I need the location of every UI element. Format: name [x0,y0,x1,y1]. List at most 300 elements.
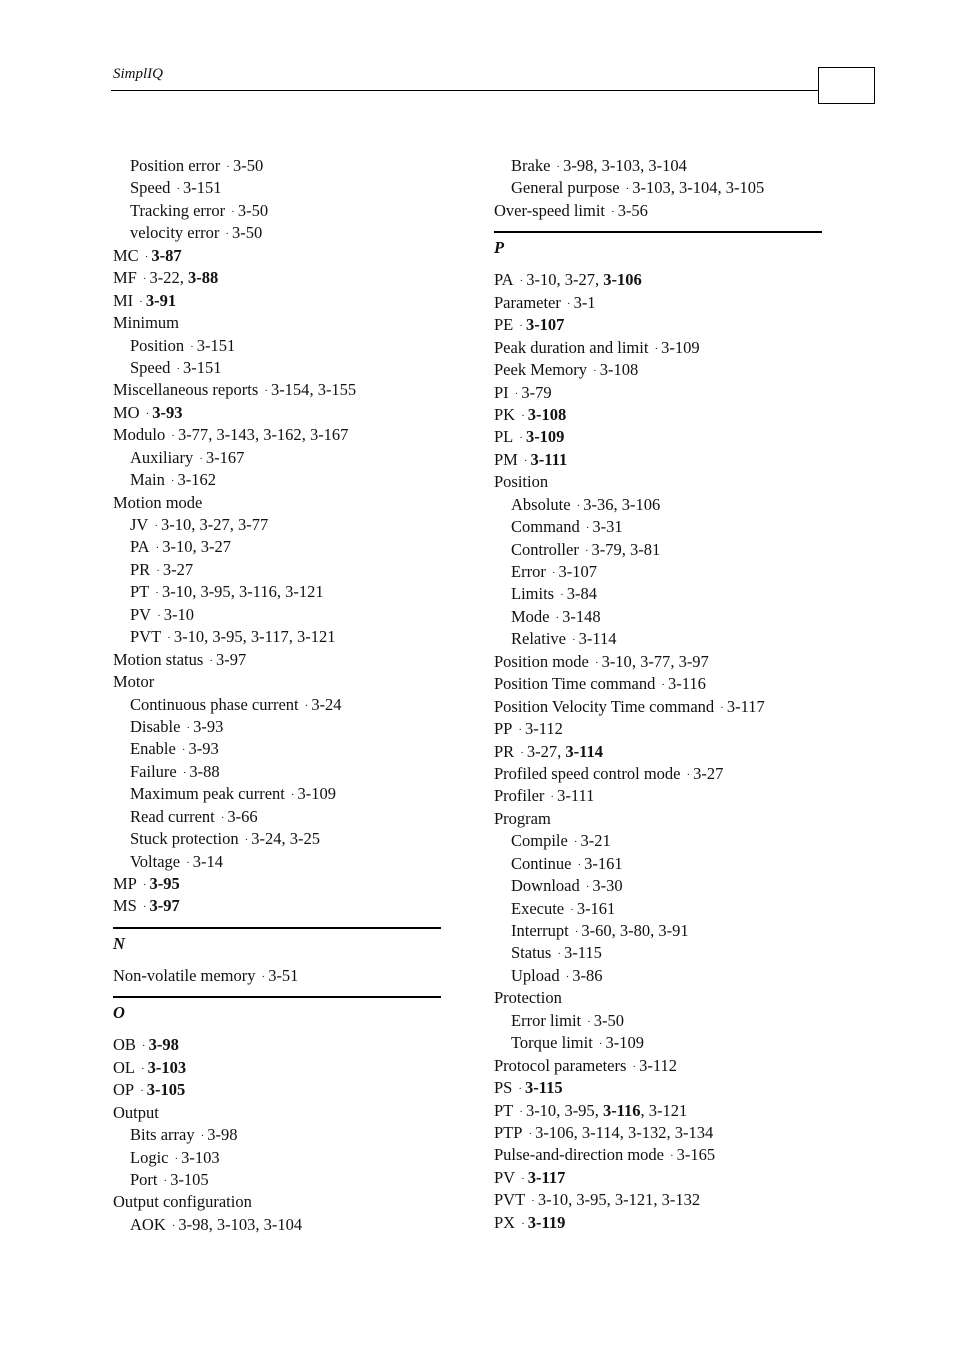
page-reference[interactable]: 3-27 [162,559,194,579]
index-subentry [494,516,822,538]
index-subentry [113,177,441,199]
index-term: Brake [511,156,551,175]
page-reference[interactable]: 3-106 [621,494,661,514]
separator-dot: · [632,1060,637,1073]
page-reference[interactable]: 3-108 [599,360,639,380]
index-term: Voltage [130,851,181,871]
index-subentry [494,583,822,605]
page-reference[interactable]: 3-132 [661,1190,701,1210]
page-reference[interactable]: 3-24 [311,694,342,714]
separator-dot: · [199,452,203,465]
page-reference[interactable]: 3-115 [525,1078,563,1098]
index-subentry: General purpose · 3-103, 3-104, 3-105 [511,178,765,198]
index-entry [494,449,822,471]
page-reference[interactable]: 3-27 [526,741,558,761]
separator-dot: · [174,1152,179,1165]
separator-dot: · [585,522,590,535]
page-reference[interactable]: 3-10 [161,515,192,534]
page-reference[interactable]: 3-107 [525,315,565,335]
page-reference[interactable]: 3-115 [564,943,602,963]
separator-dot: · [654,342,659,355]
separator-dot: · [670,1150,674,1163]
header-rule [111,90,819,91]
page-reference[interactable]: 3-117 [527,1167,566,1187]
separator-dot: · [551,567,556,579]
page-reference[interactable]: 3-105 [725,178,765,198]
index-term: Read current [130,806,215,826]
index-entry [494,471,822,493]
separator-dot: · [573,836,578,849]
index-term: Mode [511,606,550,626]
page-reference[interactable]: 3-162 [263,425,302,445]
index-subentry [113,604,441,626]
index-entry [113,965,441,987]
page-reference[interactable]: 3-66 [227,806,258,826]
page-reference[interactable]: 3-134 [674,1122,714,1142]
index-term: Enable [130,739,176,759]
page-reference[interactable]: 3-111 [530,449,568,469]
index-subentry [494,628,822,650]
page-reference[interactable]: 3-93 [193,716,224,736]
index-term: PR [130,559,151,579]
page-reference[interactable]: 3-27 [200,537,231,557]
index-entry [494,1212,822,1234]
separator-dot: · [264,385,268,398]
index-entry [113,492,441,514]
index-term: Relative [511,629,566,649]
page-reference[interactable]: 3-103 [601,156,641,175]
index-term: Limits [511,584,555,604]
page-reference[interactable]: 3-91 [658,921,689,940]
separator-dot: · [577,858,582,871]
index-term: Error limit [511,1010,582,1030]
index-subentry [113,694,441,716]
index-term: PT [130,582,150,602]
page-reference[interactable]: 3-21 [580,831,611,851]
page-reference[interactable]: 3-119 [527,1212,566,1232]
separator-dot: · [550,791,555,804]
index-subentry [113,851,441,873]
page-reference[interactable]: 3-162 [177,470,217,490]
index-subentry [113,738,441,760]
separator-dot: · [519,275,524,288]
separator-dot: · [171,1219,176,1232]
page-reference[interactable]: 3-36 [583,494,614,514]
page-reference[interactable]: 3-10 [162,537,193,557]
index-subentry [113,1169,441,1191]
index-term: Profiled speed control mode [494,763,681,783]
index-term: PP [494,719,513,739]
page-reference[interactable]: 3-117 [726,696,765,716]
page-reference[interactable]: 3-109 [297,784,337,804]
index-subentry [113,761,441,783]
page-reference[interactable]: 3-112 [639,1055,677,1075]
page-reference[interactable]: 3-80 [619,921,651,940]
index-term: Position mode [494,651,589,671]
page-reference[interactable]: 3-167 [205,447,245,467]
index-entry [113,1102,441,1124]
page-reference[interactable]: 3-79 [521,382,552,402]
separator-dot: · [520,746,524,759]
separator-dot: · [523,454,528,467]
page-reference[interactable]: 3-116 [602,1100,641,1120]
separator-dot: · [625,183,630,196]
index-term: PS [494,1078,513,1098]
index-subentry [113,447,441,469]
separator-dot: · [167,632,171,645]
separator-dot: · [176,183,180,196]
page-reference[interactable]: 3-116 [668,674,706,694]
page-reference[interactable]: 3-1 [573,292,596,312]
separator-dot: · [555,611,560,624]
index-subentry [494,561,822,583]
index-term: Protection [494,988,562,1008]
index-subentry [494,942,822,964]
index-entry [113,649,441,671]
separator-dot: · [304,699,309,712]
page-reference[interactable]: 3-95 [576,1190,607,1210]
page-reference[interactable]: 3-95 [212,627,243,647]
page-reference[interactable]: 3-79 [591,539,622,559]
index-entry: PR · 3-27, 3-114 [494,741,603,761]
page-reference[interactable]: 3-111 [557,786,595,806]
index-term: Stuck protection [130,829,239,849]
index-term: Execute [511,898,565,918]
index-term: Peek Memory [494,360,588,380]
index-term: AOK [130,1214,166,1234]
page-reference[interactable]: 3-95 [200,582,231,602]
page-reference[interactable]: 3-104 [679,178,718,198]
page-reference[interactable]: 3-10 [601,651,632,671]
page-reference[interactable]: 3-27 [564,270,595,290]
page-reference[interactable]: 3-10 [163,604,195,624]
page-reference[interactable]: 3-104 [648,156,687,175]
page-reference[interactable]: 3-24 [251,829,282,849]
page-reference[interactable]: 3-103 [147,1057,187,1077]
separator-dot: · [231,205,235,218]
separator-dot: · [261,970,266,983]
separator-dot: · [144,250,149,263]
separator-dot: · [141,1040,146,1053]
index-term: Interrupt [511,921,569,940]
page-reference[interactable]: 3-151 [183,178,222,198]
page-reference[interactable]: 3-50 [232,156,264,175]
separator-dot: · [574,926,579,938]
page-reference[interactable]: 3-109 [525,427,565,447]
page-reference[interactable]: 3-93 [152,402,183,422]
separator-dot: · [186,721,191,734]
index-subentry [113,716,441,738]
separator-dot: · [571,634,576,647]
page-reference[interactable]: 3-98 [563,156,594,175]
index-subentry: AOK · 3-98, 3-103, 3-104 [130,1214,303,1234]
index-term: PM [494,449,518,469]
page-reference[interactable]: 3-30 [592,876,623,896]
index-column-left [113,155,441,1236]
page-reference[interactable]: 3-88 [189,761,220,781]
index-term: Main [130,470,165,490]
page-reference[interactable]: 3-106 [535,1122,574,1142]
page-reference[interactable]: 3-27 [693,763,724,783]
index-entry [113,671,441,693]
page-reference[interactable]: 3-25 [289,829,321,849]
index-entry [494,1055,822,1077]
page-reference[interactable]: 3-56 [617,200,648,220]
page-reference[interactable]: 3-77 [177,425,209,445]
index-term: PR [494,741,515,761]
page-reference[interactable]: 3-103 [632,178,671,198]
page-reference[interactable]: 3-114 [565,741,603,761]
index-subentry [494,853,822,875]
section-letter: O [113,1003,125,1023]
index-term: Controller [511,539,579,559]
index-term: Motor [113,672,155,692]
index-subentry: Stuck protection · 3-24, 3-25 [130,829,321,849]
page-reference[interactable]: 3-161 [576,898,616,918]
separator-dot: · [519,432,523,445]
page-reference[interactable]: 3-97 [149,896,180,916]
page-reference[interactable]: 3-77 [640,651,671,671]
section-letter: N [113,933,125,953]
page-reference[interactable]: 3-98 [148,1035,179,1055]
page-reference[interactable]: 3-97 [678,651,709,671]
index-term: Command [511,517,580,537]
section-letter: P [494,238,505,258]
page-reference[interactable]: 3-154 [270,380,310,400]
index-subentry: PT · 3-10, 3-95, 3-116, 3-121 [130,582,324,602]
index-entry [494,696,822,718]
index-entry [494,292,822,314]
page-reference[interactable]: 3-84 [566,584,598,604]
index-term: Download [511,876,580,896]
page-reference[interactable]: 3-10 [161,582,193,602]
separator-dot: · [181,744,186,757]
page-reference[interactable]: 3-109 [661,337,700,357]
page-reference[interactable]: 3-10 [526,270,557,290]
separator-dot: · [594,656,599,669]
separator-dot: · [521,1217,525,1230]
separator-dot: · [141,1062,145,1075]
separator-dot: · [686,768,691,781]
index-entry: Position mode · 3-10, 3-77, 3-97 [494,651,709,671]
page-reference[interactable]: 3-105 [146,1080,186,1100]
index-subentry [494,1032,822,1054]
index-entry: MF · 3-22, 3-88 [113,268,219,288]
page-reference[interactable]: 3-121 [614,1190,654,1210]
index-entry [494,1167,822,1189]
page-reference[interactable]: 3-87 [151,245,182,265]
page-reference[interactable]: 3-60 [581,921,612,940]
page-reference[interactable]: 3-132 [628,1122,667,1142]
index-term: PK [494,404,516,424]
separator-dot: · [557,948,562,961]
page-reference[interactable]: 3-95 [149,874,180,893]
separator-dot: · [225,228,230,241]
page-reference[interactable]: 3-112 [525,719,563,739]
page-reference[interactable]: 3-51 [268,965,299,985]
index-entry [494,359,822,381]
page-reference[interactable]: 3-50 [232,223,263,243]
index-term: Upload [511,965,560,985]
page-reference[interactable]: 3-151 [183,357,222,377]
page-number-box [818,67,875,104]
separator-dot: · [244,834,249,847]
index-term: PTP [494,1122,523,1142]
page-reference[interactable]: 3-22 [149,268,180,288]
index-entry [494,763,822,785]
index-subentry: JV · 3-10, 3-27, 3-77 [130,515,269,534]
index-term: Program [494,808,551,828]
index-subentry: PVT · 3-10, 3-95, 3-117, 3-121 [130,627,336,647]
page-reference[interactable]: 3-103 [181,1147,220,1167]
page-reference[interactable]: 3-50 [237,200,269,220]
separator-dot: · [176,362,180,375]
separator-dot: · [145,407,150,420]
page-reference[interactable]: 3-155 [317,380,357,400]
index-subentry: PA · 3-10, 3-27 [130,537,231,557]
index-term: Position Time command [494,674,656,694]
index-entry: PTP · 3-106, 3-114, 3-132, 3-134 [494,1122,714,1142]
separator-dot: · [170,475,175,488]
page-reference[interactable]: 3-31 [592,517,623,537]
page-reference[interactable]: 3-167 [309,425,349,445]
index-term: PV [130,604,152,624]
page-reference[interactable]: 3-117 [250,627,289,647]
separator-dot: · [661,679,666,692]
page-reference[interactable]: 3-14 [192,851,224,871]
index-term: Parameter [494,292,561,312]
index-term: Minimum [113,313,180,333]
page-reference[interactable]: 3-77 [238,515,269,534]
separator-dot: · [163,1174,168,1187]
page-reference[interactable]: 3-151 [196,335,236,355]
page-reference[interactable]: 3-121 [285,582,324,602]
separator-dot: · [171,430,175,443]
separator-dot: · [226,161,230,173]
separator-dot: · [519,1105,523,1118]
page-reference[interactable]: 3-107 [558,562,597,581]
index-entry [494,785,822,807]
index-entry [113,312,441,334]
page-reference[interactable]: 3-81 [630,539,661,559]
page-reference[interactable]: 3-105 [170,1169,209,1189]
index-term: Over-speed limit [494,200,606,220]
index-entry: PT · 3-10, 3-95, 3-116, 3-121 [494,1100,688,1120]
page-reference[interactable]: 3-98 [207,1125,238,1145]
section-divider [113,927,441,955]
page-reference[interactable]: 3-103 [216,1214,256,1234]
page-reference[interactable]: 3-10 [537,1190,569,1210]
index-term: OP [113,1080,135,1100]
separator-dot: · [155,587,159,600]
index-term: Miscellaneous reports [113,380,259,400]
page-reference[interactable]: 3-50 [593,1010,625,1030]
separator-dot: · [142,879,147,891]
index-term: Position [494,472,549,492]
separator-dot: · [220,811,225,824]
page-reference[interactable]: 3-165 [676,1145,716,1165]
index-term: Position [130,335,185,355]
page-reference[interactable]: 3-93 [188,739,219,759]
separator-dot: · [518,1083,523,1096]
index-term: OL [113,1057,135,1077]
index-term: MI [113,290,134,310]
separator-dot: · [598,1038,603,1051]
page-reference[interactable]: 3-114 [578,629,617,649]
page-reference[interactable]: 3-143 [216,425,255,445]
page-reference[interactable]: 3-86 [572,965,603,985]
index-term: Output configuration [113,1192,252,1212]
index-term: MF [113,268,137,288]
index-subentry [113,200,441,222]
page-reference[interactable]: 3-91 [145,290,177,310]
separator-dot: · [593,365,597,378]
separator-dot: · [611,205,615,218]
page-reference[interactable]: 3-95 [564,1100,595,1120]
page-reference[interactable]: 3-109 [605,1033,644,1053]
page-reference[interactable]: 3-88 [188,268,219,288]
index-term: Torque limit [511,1033,593,1053]
index-term: PA [494,270,514,290]
index-entry [494,673,822,695]
index-term: Bits array [130,1125,195,1145]
separator-dot: · [140,1085,144,1098]
page-reference[interactable]: 3-10 [525,1100,557,1120]
page-reference[interactable]: 3-104 [263,1214,303,1234]
index-entry [113,895,441,917]
index-subentry [113,806,441,828]
page-reference[interactable]: 3-148 [562,606,601,626]
page-reference[interactable]: 3-161 [584,853,623,873]
page-reference[interactable]: 3-108 [527,404,567,424]
index-subentry [113,155,441,177]
section-divider [494,231,822,259]
index-subentry [494,898,822,920]
index-term: Port [130,1169,158,1189]
page-reference[interactable]: 3-116 [238,582,277,602]
index-term: Continuous phase current [130,694,299,714]
index-term: Tracking error [130,200,226,220]
index-subentry [113,559,441,581]
index-subentry [113,1124,441,1146]
index-term: Position error [130,156,221,175]
index-subentry [113,469,441,491]
page-reference[interactable]: 3-98 [178,1214,209,1234]
index-entry [113,873,441,895]
separator-dot: · [209,654,213,667]
index-subentry [494,830,822,852]
page-reference[interactable]: 3-121 [296,627,336,647]
index-term: Position Velocity Time command [494,696,715,716]
separator-dot: · [566,297,571,310]
section-divider [113,996,441,1024]
page-reference[interactable]: 3-27 [199,515,230,534]
page-reference[interactable]: 3-10 [173,627,205,647]
page-reference[interactable]: 3-97 [215,649,247,669]
separator-dot: · [155,542,160,555]
separator-dot: · [576,499,581,512]
page-reference[interactable]: 3-121 [648,1100,688,1120]
index-term: Error [511,562,546,581]
index-subentry: Controller · 3-79, 3-81 [511,539,661,559]
index-term: PE [494,315,514,335]
separator-dot: · [190,340,194,353]
page-reference[interactable]: 3-106 [603,270,642,290]
index-term: MO [113,402,140,422]
page-reference[interactable]: 3-114 [581,1122,620,1142]
separator-dot: · [157,609,161,622]
separator-dot: · [587,1015,591,1028]
